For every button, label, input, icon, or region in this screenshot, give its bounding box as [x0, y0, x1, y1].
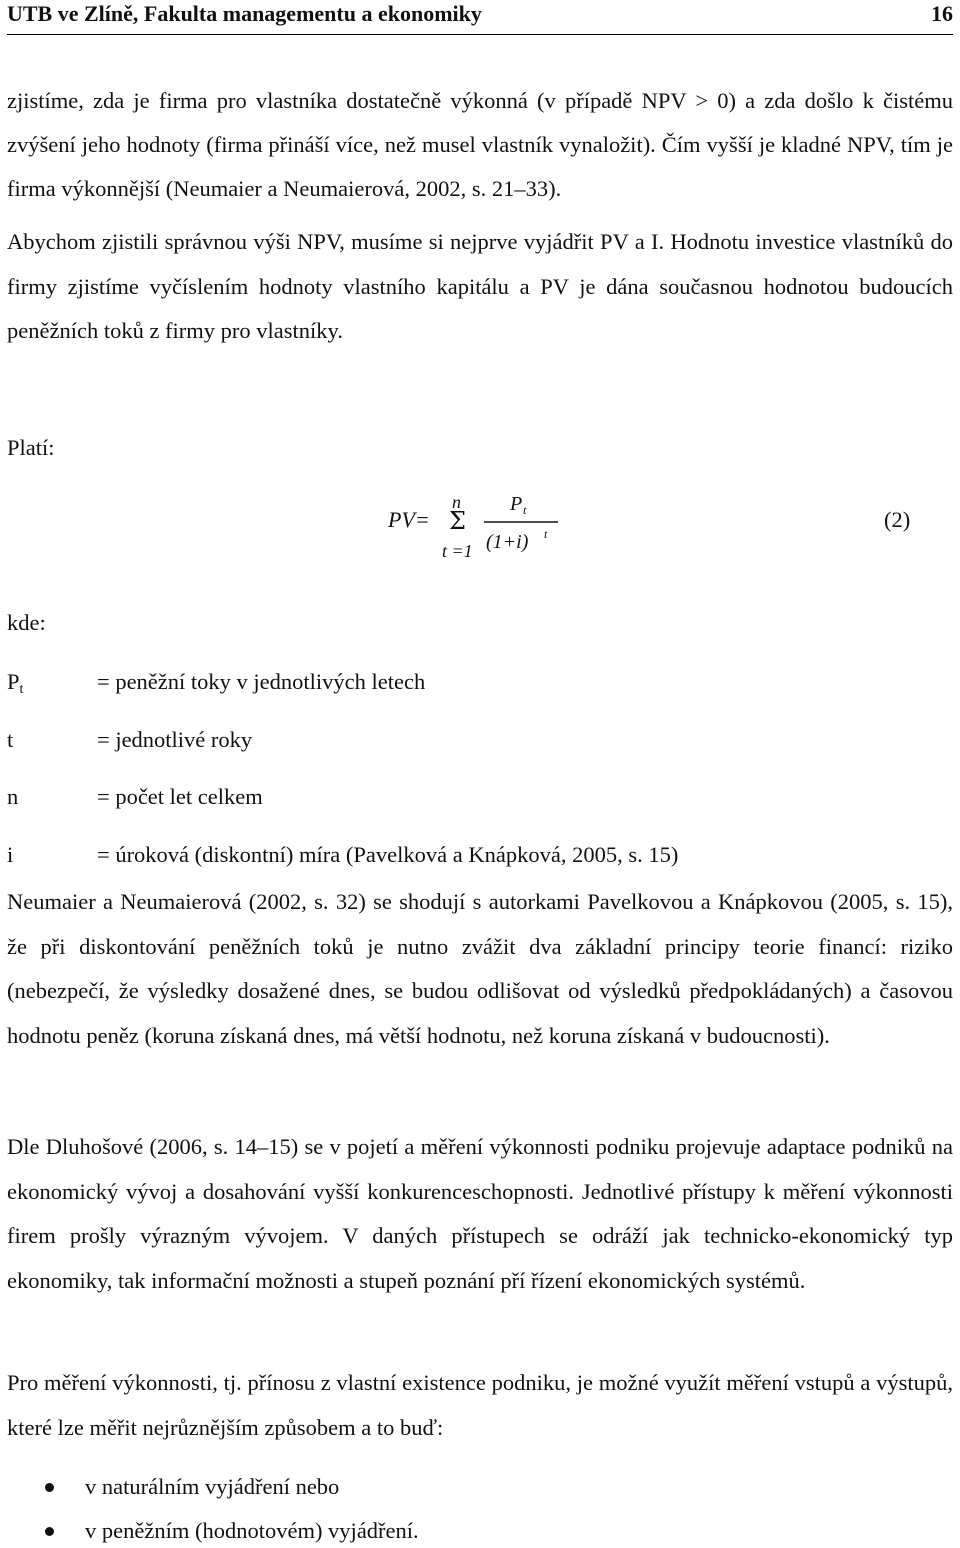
- label-kde: kde:: [7, 610, 46, 635]
- formula-numerator: P: [510, 493, 523, 515]
- label-plati: Platí:: [7, 435, 55, 460]
- definition-text: = úroková (diskontní) míra (Pavelková a Knápková, 2005, s. 15): [97, 842, 679, 867]
- definition-symbol: i: [7, 842, 14, 867]
- bullet-item: v peněžním (hodnotovém) vyjádření.: [85, 1518, 419, 1543]
- definition-symbol: t: [7, 727, 14, 752]
- header-title: UTB ve Zlíně, Fakulta managementu a ekonomiky: [7, 1, 482, 26]
- equation-number: (2): [884, 507, 911, 532]
- pv-formula: [386, 488, 566, 562]
- formula-lower-limit: t =1: [442, 541, 473, 561]
- formula-numerator-subscript: t: [523, 503, 527, 517]
- definition-text: = peněžní toky v jednotlivých letech: [97, 669, 426, 694]
- formula-denominator-exponent: t: [544, 527, 548, 541]
- page-number: 16: [931, 1, 953, 26]
- bullet-item: v naturálním vyjádření nebo: [85, 1474, 340, 1499]
- page-header: [7, 0, 953, 35]
- paragraph-npv-performance: zjistíme, zda je firma pro vlastníka dostatečně výkonná (v případě NPV > 0) a zda došlo k čistému zvýšení jeho hodnoty (firma přináší více, než musel vlastník vynaložit). Čím vyšší je kladné NPV, tím je firma výkonnější (Neumaier a Neumaierová, 2002, s. 21–33).: [7, 88, 953, 201]
- formula-sigma: Σ: [449, 507, 466, 535]
- paragraph-discounting-principles: Neumaier a Neumaierová (2002, s. 32) se shodují s autorkami Pavelkovou a Knápkovou (2005, s. 15), že při diskontování peněžních toků je nutno zvážit dva základní principy teorie financí: riziko (nebezpečí, že výsledky dosažené dnes, se budou odlišovat od výsledků předpokládaných) a časovou hodnotu peněz (koruna získaná dnes, má větší hodnotu, než koruna získaná v budoucnosti).: [7, 889, 953, 1048]
- bullet-dot: [45, 1527, 54, 1536]
- formula-upper-limit: n: [452, 492, 461, 512]
- definition-text: = počet let celkem: [97, 784, 263, 809]
- definition-symbol: $P_t$: [7, 669, 24, 697]
- paragraph-inputs-outputs: Pro měření výkonnosti, tj. přínosu z vlastní existence podniku, je možné využít měření vstupů a výstupů, které lze měřit nejrůznějším způsobem a to buď:: [7, 1370, 953, 1440]
- formula-denominator: (1+i): [486, 531, 529, 553]
- formula-lhs: PV=: [388, 507, 430, 532]
- paragraph-performance-measurement: Dle Dluhošové (2006, s. 14–15) se v pojetí a měření výkonnosti podniku projevuje adaptace podniků na ekonomický vývoj a dosahování vyšší konkurenceschopnosti. Jednotlivé přístupy k měření výkonnosti firem prošly výrazným vývojem. V daných přístupech se odráží jak technicko-ekonomický typ ekonomiky, tak informační možnosti a stupeň poznání pří řízení ekonomických systémů.: [7, 1134, 953, 1293]
- bullet-dot: [45, 1483, 54, 1492]
- paragraph-pv-calculation: Abychom zjistili správnou výši NPV, musíme si nejprve vyjádřit PV a I. Hodnotu investice vlastníků do firmy zjistíme vyčíslením hodnoty vlastního kapitálu a PV je dána současnou hodnotou budoucích peněžních toků z firmy pro vlastníky.: [7, 229, 953, 343]
- definition-text: = jednotlivé roky: [97, 727, 253, 752]
- definition-symbol: n: [7, 784, 19, 809]
- definition-subscript: t: [19, 682, 24, 697]
